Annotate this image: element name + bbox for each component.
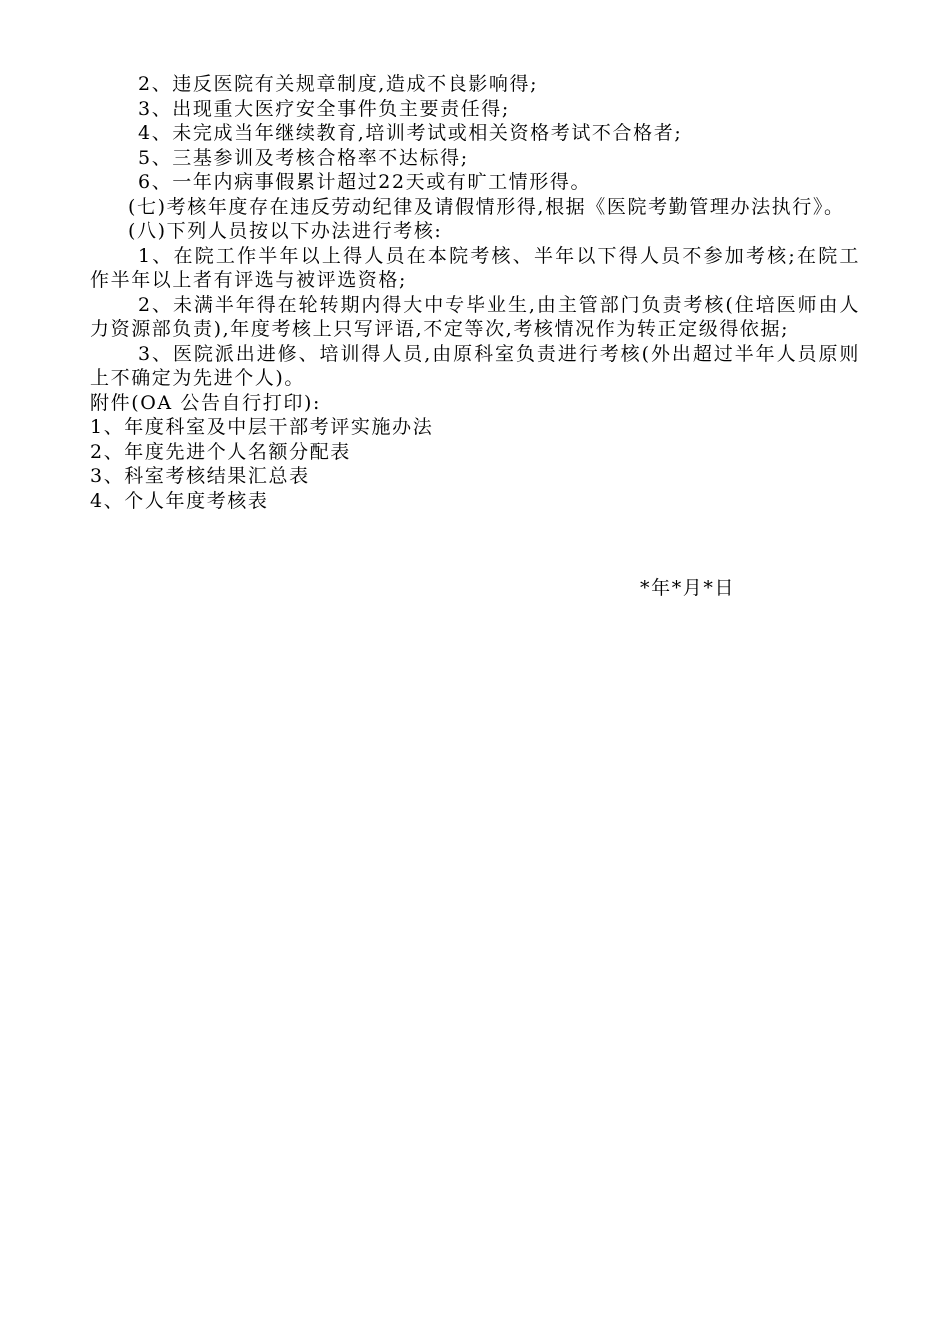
section-7-paragraph: (七)考核年度存在违反劳动纪律及请假情形得,根据《医院考勤管理办法执行》。	[128, 195, 845, 218]
section-8-item: 2、未满半年得在轮转期内得大中专毕业生,由主管部门负责考核(住培医师由人力资源部负责),年度考核上只写评语,不定等次,考核情况作为转正定级得依据;	[90, 293, 860, 340]
section-8-heading: (八)下列人员按以下办法进行考核:	[128, 220, 443, 242]
list-item: 3、出现重大医疗安全事件负主要责任得;	[138, 97, 510, 120]
attachment-item: 3、科室考核结果汇总表	[90, 465, 310, 487]
attachment-item: 2、年度先进个人名额分配表	[90, 440, 351, 463]
list-item: 4、未完成当年继续教育,培训考试或相关资格考试不合格者;	[138, 122, 683, 144]
section-8-item: 1、在院工作半年以上得人员在本院考核、半年以下得人员不参加考核;在院工作半年以上者有评选与被评选资格;	[90, 244, 860, 291]
list-item: 6、一年内病事假累计超过22天或有旷工情形得。	[138, 171, 592, 193]
attachments-heading: 附件(OA 公告自行打印):	[90, 391, 321, 414]
section-8-item: 3、医院派出进修、培训得人员,由原科室负责进行考核(外出超过半年人员原则上不确定为先进个人)。	[90, 342, 860, 389]
list-item: 2、违反医院有关规章制度,造成不良影响得;	[138, 73, 539, 95]
document-body	[90, 72, 860, 513]
list-item: 5、三基参训及考核合格率不达标得;	[138, 146, 469, 169]
attachment-item: 4、个人年度考核表	[90, 489, 269, 512]
document-date: *年*月*日	[640, 577, 736, 599]
attachment-item: 1、年度科室及中层干部考评实施办法	[90, 416, 434, 438]
